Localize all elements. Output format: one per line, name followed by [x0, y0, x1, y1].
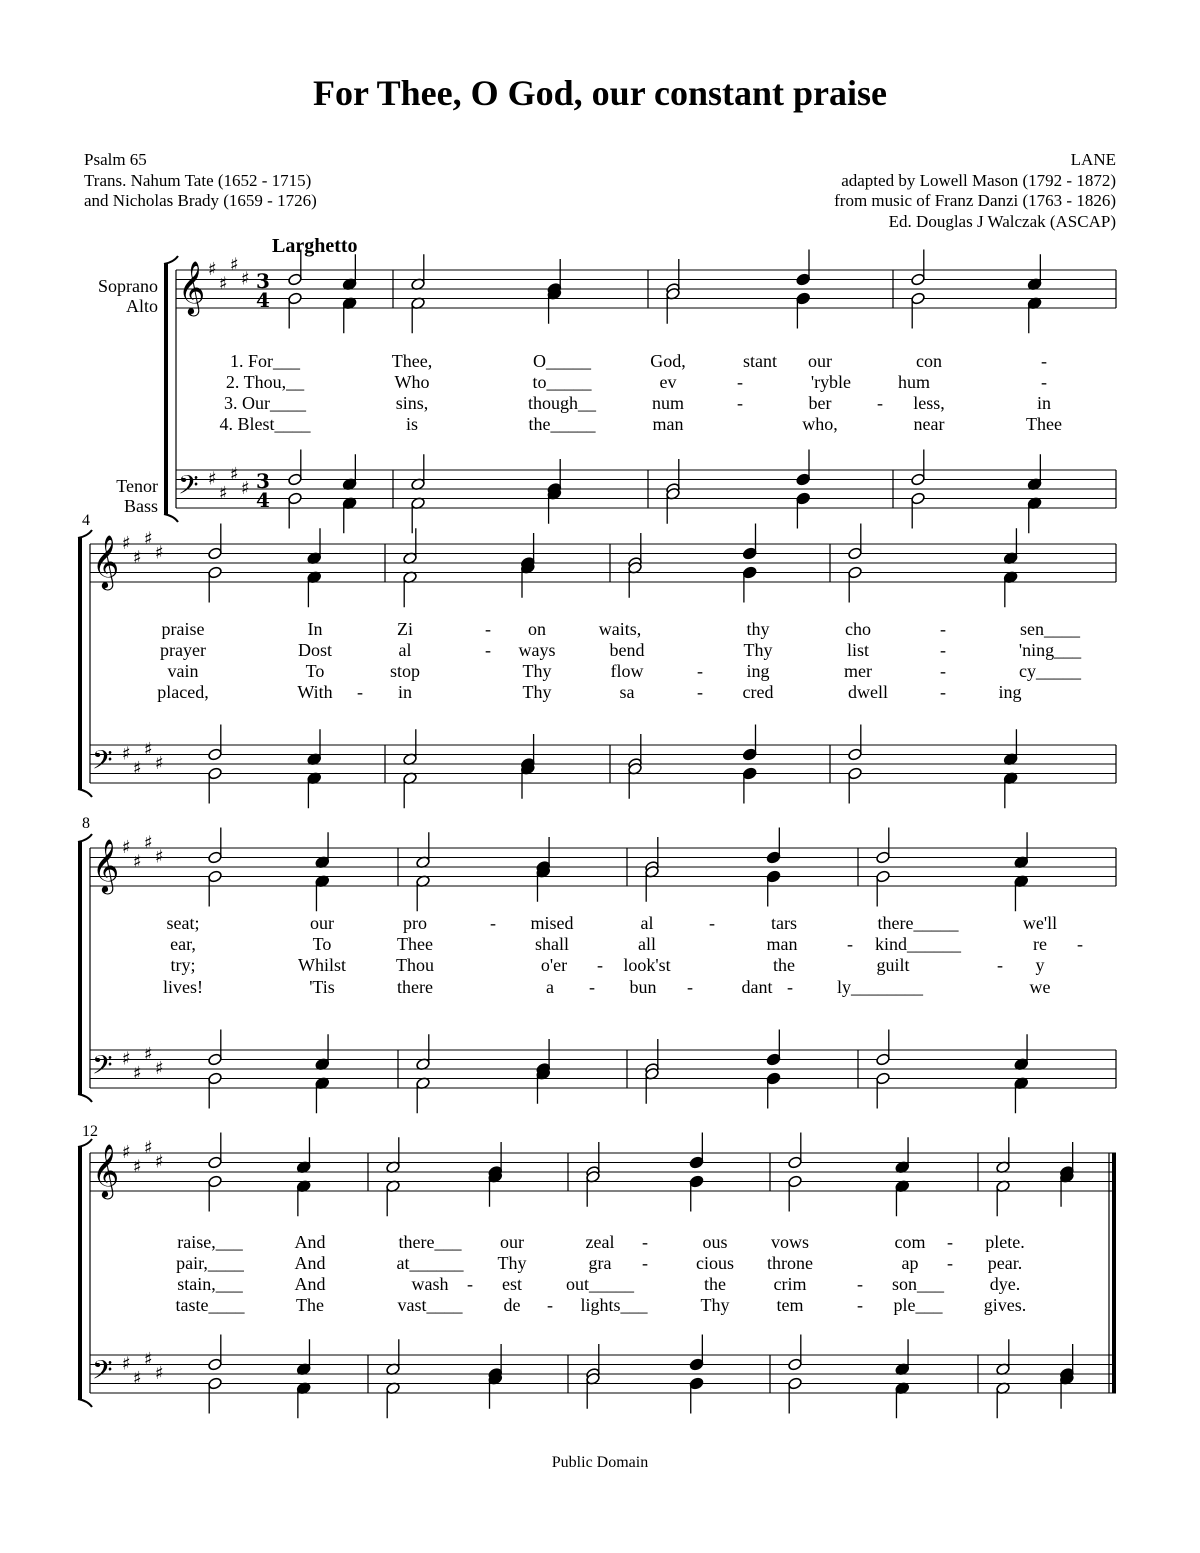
sharp-icon: ♯ — [241, 268, 250, 290]
lyric-syllable: in — [397, 682, 413, 702]
translator-credit-2: and Nicholas Brady (1659 - 1726) — [84, 191, 317, 210]
lyric-syllable: plete. — [985, 1232, 1025, 1252]
lyric-syllable: Thy — [497, 1253, 527, 1273]
lyric-syllable: tem — [776, 1295, 804, 1315]
lyric-syllable: cy_____ — [1019, 661, 1081, 681]
soprano-label: Soprano — [98, 276, 158, 296]
lyric-syllable: prayer — [160, 640, 206, 660]
sharp-icon: ♯ — [122, 743, 131, 765]
time-signature-bottom: 4 — [256, 288, 270, 312]
lyric-syllable: throne — [767, 1253, 813, 1273]
lyric-syllable: y — [1035, 955, 1045, 975]
bracket-bottom — [78, 1094, 92, 1102]
lyric-syllable: - — [485, 640, 491, 660]
sharp-icon: ♯ — [144, 1043, 153, 1065]
lyric-syllable: dant — [741, 977, 773, 997]
lyric-syllable: ear, — [170, 934, 196, 954]
psalm-source: Psalm 65 — [84, 150, 147, 169]
lyric-syllable: bend — [609, 640, 645, 660]
lyric-syllable: there___ — [398, 1232, 462, 1252]
adapter-credit: adapted by Lowell Mason (1792 - 1872) — [841, 170, 1116, 190]
sharp-icon: ♯ — [155, 1363, 164, 1384]
lyric-syllable: ous — [702, 1232, 728, 1252]
lyric-syllable: out_____ — [565, 1274, 635, 1294]
measure-number: 12 — [82, 1123, 98, 1140]
sharp-icon: ♯ — [122, 1142, 131, 1163]
sharp-icon: ♯ — [208, 468, 217, 490]
lyric-syllable: al — [398, 640, 412, 660]
lyric-syllable: 3. Our____ — [224, 393, 306, 413]
lyric-syllable: ing — [998, 682, 1022, 702]
bass-clef-icon: 𝄢 — [92, 1049, 113, 1087]
lyric-syllable: - — [940, 640, 946, 660]
treble-clef-icon: 𝄞 — [92, 838, 120, 892]
lyric-syllable: - — [490, 913, 496, 933]
lyric-syllable: o'er — [540, 955, 568, 975]
lyric-syllable: flow — [610, 661, 644, 681]
alto-label: Alto — [125, 296, 158, 316]
sharp-icon: ♯ — [122, 837, 131, 858]
lyric-syllable: Dost — [297, 640, 333, 660]
lyric-syllable: placed, — [157, 682, 209, 702]
bracket-top — [78, 530, 92, 538]
sharp-icon: ♯ — [230, 463, 239, 485]
lyric-syllable: guilt — [876, 955, 910, 975]
sharp-icon: ♯ — [133, 1062, 142, 1084]
lyric-syllable: In — [307, 619, 323, 639]
lyric-syllable: seat; — [166, 913, 200, 933]
lyric-syllable: sa — [619, 682, 635, 702]
bracket-top — [164, 256, 178, 264]
lyric-syllable: praise — [161, 619, 205, 639]
lyric-syllable: on — [528, 619, 546, 639]
lyric-syllable: Thou — [396, 955, 434, 975]
lyric-syllable: With — [297, 682, 333, 702]
sharp-icon: ♯ — [144, 1137, 153, 1159]
lyric-syllable: 'ry — [810, 372, 830, 392]
lyric-syllable: hum — [897, 372, 931, 392]
lyric-syllable: - — [787, 977, 793, 997]
lyric-syllable: dye. — [989, 1274, 1021, 1294]
lyric-syllable: though__ — [527, 393, 597, 413]
lyric-syllable: a — [546, 977, 554, 997]
lyric-syllable: look'st — [623, 955, 671, 975]
lyric-syllable: To — [312, 934, 332, 954]
sharp-icon: ♯ — [144, 528, 153, 550]
sharp-icon: ♯ — [122, 533, 131, 554]
lyric-syllable: - — [940, 682, 946, 702]
lyric-syllable: And — [294, 1253, 326, 1273]
lyric-syllable: crim — [773, 1274, 807, 1294]
lyric-syllable: the_____ — [528, 414, 596, 434]
lyric-syllable: gra — [588, 1253, 612, 1273]
sharp-icon: ♯ — [144, 738, 153, 760]
lyric-syllable: the — [704, 1274, 726, 1294]
sharp-icon: ♯ — [133, 1367, 142, 1389]
sharp-icon: ♯ — [155, 542, 164, 564]
lyric-syllable: waits, — [598, 619, 642, 639]
lyric-syllable: num — [651, 393, 685, 413]
sharp-icon: ♯ — [122, 1353, 131, 1375]
measure-number: 4 — [82, 512, 90, 529]
lyric-syllable: less, — [913, 393, 945, 413]
lyric-syllable: the — [773, 955, 795, 975]
bass-label: Bass — [123, 496, 158, 516]
lyric-syllable: try; — [170, 955, 196, 975]
lyric-syllable: - — [997, 955, 1003, 975]
lyric-syllable: zeal — [585, 1232, 615, 1252]
lyric-syllable: our — [808, 351, 832, 371]
lyric-syllable: Thy — [743, 640, 773, 660]
lyric-syllable: - — [857, 1274, 863, 1294]
lyric-syllable: in — [1036, 393, 1052, 413]
lyric-syllable: stain,___ — [177, 1274, 243, 1294]
translator-credit: Trans. Nahum Tate (1652 - 1715) — [84, 170, 312, 190]
lyric-syllable: raise,___ — [177, 1232, 243, 1252]
lyric-syllable: Thy — [700, 1295, 730, 1315]
lyric-syllable: our — [500, 1232, 524, 1252]
sharp-icon: ♯ — [155, 1151, 164, 1173]
lyric-syllable: Thee — [397, 934, 433, 954]
bracket-top — [78, 1139, 92, 1147]
lyric-syllable: ways — [518, 640, 556, 660]
lyric-syllable: cho — [845, 619, 871, 639]
time-signature-top: 3 — [256, 269, 270, 293]
sharp-icon: ♯ — [133, 1156, 142, 1178]
lyric-syllable: who, — [802, 414, 838, 434]
lyric-syllable: man — [766, 934, 798, 954]
lyric-syllable: - — [357, 682, 363, 702]
lyric-syllable: - — [1041, 351, 1047, 371]
lyric-syllable: vows — [770, 1232, 810, 1252]
tenor-label: Tenor — [116, 476, 158, 496]
lyric-syllable: pro — [403, 913, 427, 933]
lyric-syllable: kind______ — [874, 934, 962, 954]
measure-number: 8 — [82, 815, 90, 832]
lyric-syllable: vast____ — [397, 1295, 463, 1315]
sharp-icon: ♯ — [208, 259, 217, 280]
lyric-syllable: ing — [746, 661, 770, 681]
lyric-syllable: Thee, — [391, 351, 433, 371]
lyric-syllable: The — [296, 1295, 324, 1315]
editor-credit: Ed. Douglas J Walczak (ASCAP) — [888, 211, 1116, 231]
lyric-syllable: cred — [742, 682, 774, 702]
lyric-syllable: ber — [808, 393, 832, 413]
lyric-syllable: - — [1077, 934, 1083, 954]
sharp-icon: ♯ — [241, 478, 250, 499]
sharp-icon: ♯ — [133, 757, 142, 779]
lyric-syllable: stant — [743, 351, 777, 371]
lyric-syllable: sins, — [395, 393, 429, 413]
lyric-syllable: - — [597, 955, 603, 975]
lyric-syllable: 'Tis — [309, 977, 335, 997]
lyric-syllable: Thy — [522, 682, 552, 702]
lyric-syllable: man — [652, 414, 684, 434]
lyric-syllable: there — [397, 977, 433, 997]
lyric-syllable: near — [913, 414, 945, 434]
lyric-syllable: gives. — [983, 1295, 1027, 1315]
lyric-syllable: - — [467, 1274, 473, 1294]
lyric-syllable: 'ning___ — [1018, 640, 1082, 660]
lyric-syllable: - — [847, 934, 853, 954]
treble-clef-icon: 𝄞 — [178, 260, 206, 314]
treble-clef-icon: 𝄞 — [92, 534, 120, 588]
lyric-syllable: bun — [629, 977, 657, 997]
lyric-syllable: we'll — [1022, 913, 1058, 933]
lyric-syllable: al — [640, 913, 654, 933]
lyric-syllable: mer — [844, 661, 872, 681]
bass-clef-icon: 𝄢 — [178, 469, 199, 507]
bracket-bottom — [164, 514, 178, 522]
lyric-syllable: we — [1029, 977, 1051, 997]
lyric-syllable: pair,____ — [176, 1253, 244, 1273]
lyric-syllable: ly________ — [836, 977, 924, 997]
sharp-icon: ♯ — [122, 1048, 131, 1070]
lyric-syllable: - — [947, 1232, 953, 1252]
lyric-syllable: to_____ — [532, 372, 592, 392]
lyric-syllable: pear. — [987, 1253, 1023, 1273]
lyric-syllable: Whilst — [298, 955, 346, 975]
lyric-syllable: God, — [650, 351, 686, 371]
lyric-syllable: - — [947, 1253, 953, 1273]
lyric-syllable: - — [940, 661, 946, 681]
lyric-syllable: wash — [411, 1274, 449, 1294]
lyric-syllable: 4. Blest____ — [219, 414, 311, 434]
lyric-syllable: Thee — [1026, 414, 1062, 434]
lyric-syllable: mised — [530, 913, 574, 933]
lyric-syllable: stop — [389, 661, 421, 681]
lyric-syllable: son___ — [891, 1274, 945, 1294]
lyric-syllable: taste____ — [175, 1295, 245, 1315]
lyric-syllable: shall — [535, 934, 569, 954]
sharp-icon: ♯ — [219, 482, 228, 504]
treble-clef-icon: 𝄞 — [92, 1143, 120, 1197]
lyric-syllable: - — [642, 1253, 648, 1273]
lyric-syllable: And — [294, 1232, 326, 1252]
sharp-icon: ♯ — [133, 851, 142, 873]
lyric-syllable: - — [547, 1295, 553, 1315]
sharp-icon: ♯ — [144, 1348, 153, 1370]
lyric-syllable: our — [310, 913, 334, 933]
lyric-syllable: - — [940, 619, 946, 639]
sharp-icon: ♯ — [144, 832, 153, 854]
lyric-syllable: ev — [659, 372, 677, 392]
copyright-notice: Public Domain — [551, 1454, 649, 1471]
bass-clef-icon: 𝄢 — [92, 744, 113, 782]
lyric-syllable: dwell — [848, 682, 888, 702]
sharp-icon: ♯ — [155, 753, 164, 774]
lyric-syllable: vain — [167, 661, 199, 681]
sharp-icon: ♯ — [133, 547, 142, 569]
lyric-syllable: list — [846, 640, 870, 660]
bracket-top — [78, 834, 92, 842]
sharp-icon: ♯ — [219, 273, 228, 295]
tempo-marking: Larghetto — [272, 235, 358, 257]
lyric-syllable: - — [857, 1295, 863, 1315]
sharp-icon: ♯ — [230, 254, 239, 276]
page-title: For Thee, O God, our constant praise — [312, 73, 888, 113]
lyric-syllable: tars — [771, 913, 797, 933]
tune-name: LANE — [1070, 150, 1116, 169]
lyric-syllable: con — [916, 351, 942, 371]
lyric-syllable: there_____ — [877, 913, 959, 933]
lyric-syllable: - — [642, 1232, 648, 1252]
bracket-bottom — [78, 789, 92, 797]
sharp-icon: ♯ — [155, 1058, 164, 1079]
lyric-syllable: - — [737, 372, 743, 392]
time-signature-top: 3 — [256, 469, 270, 493]
lyric-syllable: Thy — [522, 661, 552, 681]
lyric-syllable: thy — [746, 619, 770, 639]
lyric-syllable: Zi — [397, 619, 413, 639]
lyric-syllable: 1. For___ — [229, 351, 301, 371]
lyric-syllable: To — [305, 661, 325, 681]
lyric-syllable: est — [502, 1274, 522, 1294]
lyric-syllable: de — [503, 1295, 521, 1315]
sharp-icon: ♯ — [155, 846, 164, 868]
lyric-syllable: - — [877, 393, 883, 413]
lyric-syllable: - — [687, 977, 693, 997]
lyric-syllable: ble — [829, 372, 851, 392]
lyric-syllable: all — [638, 934, 656, 954]
lyric-syllable: at______ — [396, 1253, 464, 1273]
lyric-syllable: O_____ — [533, 351, 591, 371]
time-signature-bottom: 4 — [256, 488, 270, 512]
lyric-syllable: - — [589, 977, 595, 997]
lyric-syllable: - — [697, 661, 703, 681]
lyric-syllable: ple___ — [893, 1295, 943, 1315]
lyric-syllable: - — [697, 682, 703, 702]
lyric-syllable: re — [1033, 934, 1047, 954]
bass-clef-icon: 𝄢 — [92, 1354, 113, 1392]
lyric-syllable: And — [294, 1274, 326, 1294]
lyric-syllable: - — [709, 913, 715, 933]
lyric-syllable: cious — [696, 1253, 734, 1273]
lyric-syllable: - — [485, 619, 491, 639]
lyric-syllable: sen____ — [1020, 619, 1080, 639]
lyric-syllable: Who — [394, 372, 430, 392]
lyric-syllable: - — [737, 393, 743, 413]
lyric-syllable: 2. Thou,__ — [225, 372, 305, 392]
composer-credit: from music of Franz Danzi (1763 - 1826) — [834, 191, 1116, 210]
lyric-syllable: - — [1041, 372, 1047, 392]
lyric-syllable: lives! — [163, 977, 203, 997]
lyric-syllable: ap — [901, 1253, 919, 1273]
lyric-syllable: com — [894, 1232, 926, 1252]
lyric-syllable: is — [405, 414, 419, 434]
bracket-bottom — [78, 1399, 92, 1407]
lyric-syllable: lights___ — [580, 1295, 648, 1315]
final-barline-thick — [1112, 1153, 1116, 1393]
